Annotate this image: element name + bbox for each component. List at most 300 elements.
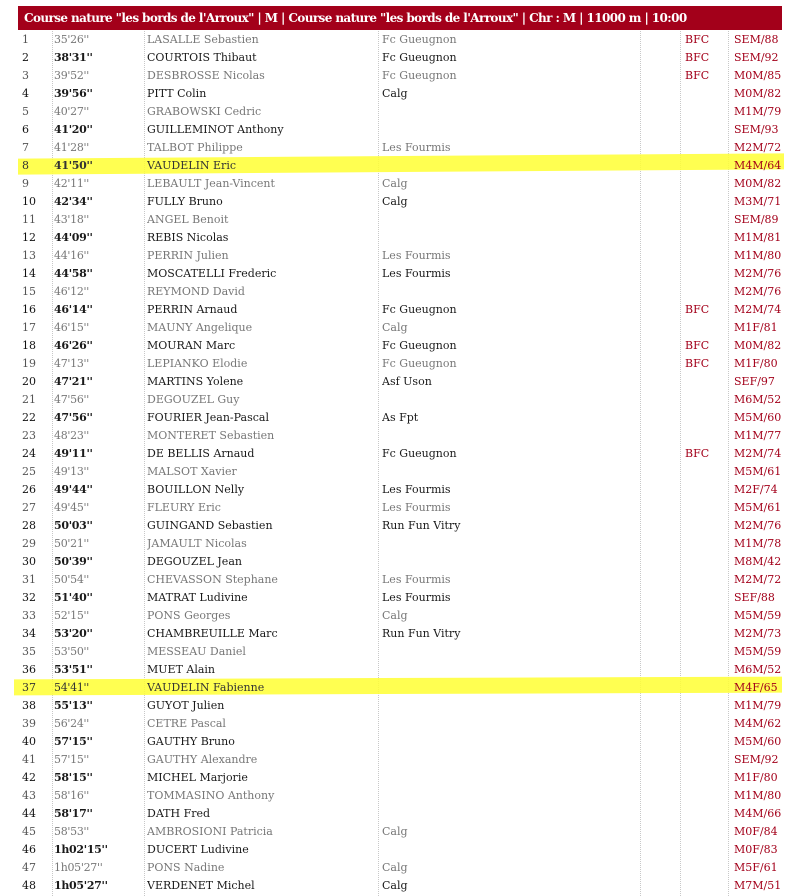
club-cell — [382, 805, 662, 823]
category-cell: M5M/60 — [734, 411, 782, 424]
table-row — [18, 31, 782, 49]
name-cell: MOURAN Marc — [147, 339, 236, 352]
name-cell: PONS Georges — [147, 609, 231, 622]
name-cell: MOSCATELLI Frederic — [147, 267, 277, 280]
name-cell: PITT Colin — [147, 87, 207, 100]
rank-cell: 2 — [22, 51, 29, 64]
name-cell: ANGEL Benoit — [147, 213, 229, 226]
table-row — [18, 229, 782, 247]
category-cell: SEM/89 — [734, 213, 779, 226]
name-cell: FOURIER Jean-Pascal — [147, 411, 269, 424]
name-cell: PERRIN Julien — [147, 249, 229, 262]
time-cell: 1h02'15'' — [54, 843, 108, 856]
category-cell: M1M/79 — [734, 105, 782, 118]
league-cell: BFC — [685, 51, 710, 64]
category-cell: M4M/66 — [734, 807, 782, 820]
time-cell: 46'26'' — [54, 339, 93, 352]
club-cell: Calg — [382, 825, 408, 838]
name-cell: DE BELLIS Arnaud — [147, 447, 255, 460]
category-cell: M5F/61 — [734, 861, 778, 874]
table-row — [18, 319, 782, 337]
rank-cell: 1 — [22, 33, 29, 46]
rank-cell: 21 — [22, 393, 36, 406]
rank-cell: 8 — [22, 159, 29, 172]
category-cell: SEF/97 — [734, 375, 775, 388]
table-row — [18, 301, 782, 319]
category-cell: M4F/65 — [734, 681, 778, 694]
name-cell: MALSOT Xavier — [147, 465, 237, 478]
time-cell: 58'17'' — [54, 807, 93, 820]
league-cell — [685, 211, 725, 229]
table-row — [18, 823, 782, 841]
time-cell: 47'56'' — [54, 411, 93, 424]
time-cell: 50'21'' — [54, 537, 89, 550]
category-cell: M2M/76 — [734, 267, 782, 280]
rank-cell: 25 — [22, 465, 36, 478]
table-row — [18, 283, 782, 301]
table-row — [18, 769, 782, 787]
league-cell — [685, 103, 725, 121]
category-cell: M1F/80 — [734, 771, 778, 784]
time-cell: 49'44'' — [54, 483, 93, 496]
category-cell: M2M/76 — [734, 285, 782, 298]
category-cell: SEM/92 — [734, 51, 779, 64]
league-cell — [685, 517, 725, 535]
rank-cell: 6 — [22, 123, 29, 136]
league-cell — [685, 805, 725, 823]
name-cell: MESSEAU Daniel — [147, 645, 246, 658]
category-cell: M5M/61 — [734, 501, 782, 514]
category-cell: M4M/64 — [734, 159, 782, 172]
table-row — [18, 103, 782, 121]
rank-cell: 26 — [22, 483, 36, 496]
table-row — [18, 733, 782, 751]
rank-cell: 18 — [22, 339, 36, 352]
time-cell: 46'14'' — [54, 303, 93, 316]
league-cell — [685, 193, 725, 211]
category-cell: M2M/76 — [734, 519, 782, 532]
rank-cell: 32 — [22, 591, 36, 604]
time-cell: 58'15'' — [54, 771, 93, 784]
table-row — [18, 85, 782, 103]
club-cell: Fc Gueugnon — [382, 69, 457, 82]
league-cell — [685, 751, 725, 769]
category-cell: M1F/80 — [734, 357, 778, 370]
table-row — [18, 445, 782, 463]
table-row — [18, 49, 782, 67]
club-cell: Run Fun Vitry — [382, 519, 461, 532]
table-row — [18, 787, 782, 805]
rank-cell: 16 — [22, 303, 36, 316]
table-row — [18, 751, 782, 769]
name-cell: FLEURY Eric — [147, 501, 221, 514]
time-cell: 1h05'27'' — [54, 879, 108, 892]
club-cell — [382, 715, 662, 733]
name-cell: MARTINS Yolene — [147, 375, 244, 388]
time-cell: 53'50'' — [54, 645, 89, 658]
league-cell — [685, 571, 725, 589]
category-cell: SEM/88 — [734, 33, 779, 46]
club-cell — [382, 733, 662, 751]
league-cell — [685, 427, 725, 445]
rank-cell: 44 — [22, 807, 36, 820]
name-cell: GAUTHY Bruno — [147, 735, 235, 748]
table-row — [18, 355, 782, 373]
league-cell — [685, 265, 725, 283]
club-cell — [382, 283, 662, 301]
name-cell: PERRIN Arnaud — [147, 303, 238, 316]
league-cell — [685, 373, 725, 391]
category-cell: M0F/84 — [734, 825, 778, 838]
league-cell — [685, 283, 725, 301]
club-cell: As Fpt — [382, 411, 419, 424]
category-cell: M0M/82 — [734, 339, 782, 352]
time-cell: 49'11'' — [54, 447, 93, 460]
category-cell: M6M/52 — [734, 393, 782, 406]
rank-cell: 15 — [22, 285, 36, 298]
table-row — [18, 211, 782, 229]
time-cell: 42'11'' — [54, 177, 89, 190]
time-cell: 52'15'' — [54, 609, 89, 622]
club-cell: Les Fourmis — [382, 591, 451, 604]
time-cell: 39'52'' — [54, 69, 89, 82]
table-row — [18, 859, 782, 877]
club-cell — [382, 661, 662, 679]
table-row — [18, 373, 782, 391]
category-cell: M2M/74 — [734, 303, 782, 316]
table-row — [18, 175, 782, 193]
club-cell: Calg — [382, 879, 408, 892]
name-cell: JAMAULT Nicolas — [147, 537, 247, 550]
club-cell — [382, 103, 662, 121]
time-cell: 44'09'' — [54, 231, 93, 244]
time-cell: 48'23'' — [54, 429, 89, 442]
league-cell: BFC — [685, 33, 710, 46]
time-cell: 38'31'' — [54, 51, 93, 64]
club-cell — [382, 553, 662, 571]
club-cell — [382, 841, 662, 859]
time-cell: 41'28'' — [54, 141, 89, 154]
club-cell — [382, 229, 662, 247]
rank-cell: 14 — [22, 267, 36, 280]
rank-cell: 46 — [22, 843, 36, 856]
rank-cell: 34 — [22, 627, 36, 640]
time-cell: 39'56'' — [54, 87, 93, 100]
name-cell: MONTERET Sebastien — [147, 429, 275, 442]
table-row — [18, 247, 782, 265]
league-cell — [685, 85, 725, 103]
league-cell — [685, 139, 725, 157]
rank-cell: 31 — [22, 573, 36, 586]
club-cell: Fc Gueugnon — [382, 303, 457, 316]
name-cell: LEBAULT Jean-Vincent — [147, 177, 275, 190]
name-cell: LASALLE Sebastien — [147, 33, 259, 46]
league-cell — [685, 319, 725, 337]
rank-cell: 35 — [22, 645, 36, 658]
club-cell: Les Fourmis — [382, 267, 451, 280]
time-cell: 50'03'' — [54, 519, 93, 532]
time-cell: 49'45'' — [54, 501, 89, 514]
club-cell: Calg — [382, 177, 408, 190]
club-cell: Calg — [382, 87, 408, 100]
table-row — [18, 391, 782, 409]
name-cell: DATH Fred — [147, 807, 211, 820]
rank-cell: 28 — [22, 519, 36, 532]
rank-cell: 29 — [22, 537, 36, 550]
name-cell: REYMOND David — [147, 285, 245, 298]
rank-cell: 38 — [22, 699, 36, 712]
league-cell — [685, 229, 725, 247]
club-cell — [382, 697, 662, 715]
rank-cell: 47 — [22, 861, 36, 874]
name-cell: DUCERT Ludivine — [147, 843, 249, 856]
club-cell: Calg — [382, 321, 408, 334]
rank-cell: 42 — [22, 771, 36, 784]
table-row — [18, 463, 782, 481]
rank-cell: 24 — [22, 447, 36, 460]
rank-cell: 36 — [22, 663, 36, 676]
category-cell: M5M/59 — [734, 609, 782, 622]
rank-cell: 45 — [22, 825, 36, 838]
name-cell: DEGOUZEL Guy — [147, 393, 240, 406]
league-cell — [685, 643, 725, 661]
name-cell: FULLY Bruno — [147, 195, 223, 208]
table-row — [18, 877, 782, 895]
rank-cell: 17 — [22, 321, 36, 334]
name-cell: GAUTHY Alexandre — [147, 753, 258, 766]
club-cell: Fc Gueugnon — [382, 33, 457, 46]
table-row — [18, 571, 782, 589]
time-cell: 40'27'' — [54, 105, 89, 118]
club-cell — [382, 787, 662, 805]
name-cell: GUYOT Julien — [147, 699, 225, 712]
time-cell: 50'39'' — [54, 555, 93, 568]
time-cell: 51'40'' — [54, 591, 93, 604]
time-cell: 43'18'' — [54, 213, 89, 226]
league-cell: BFC — [685, 447, 710, 460]
club-cell: Fc Gueugnon — [382, 447, 457, 460]
time-cell: 47'56'' — [54, 393, 89, 406]
league-cell — [685, 481, 725, 499]
rank-cell: 37 — [22, 681, 36, 694]
table-row — [18, 409, 782, 427]
league-cell — [685, 607, 725, 625]
category-cell: M5M/60 — [734, 735, 782, 748]
category-cell: M1M/81 — [734, 231, 782, 244]
league-cell — [685, 247, 725, 265]
time-cell: 58'16'' — [54, 789, 89, 802]
time-cell: 46'15'' — [54, 321, 89, 334]
league-cell — [685, 409, 725, 427]
time-cell: 57'15'' — [54, 735, 93, 748]
club-cell — [382, 157, 662, 175]
category-cell: M3M/71 — [734, 195, 782, 208]
category-cell: M5M/59 — [734, 645, 782, 658]
table-row — [18, 643, 782, 661]
league-cell: BFC — [685, 303, 710, 316]
league-cell — [685, 175, 725, 193]
time-cell: 35'26'' — [54, 33, 89, 46]
club-cell: Fc Gueugnon — [382, 339, 457, 352]
time-cell: 54'41'' — [54, 681, 89, 694]
club-cell: Les Fourmis — [382, 249, 451, 262]
category-cell: M5M/61 — [734, 465, 782, 478]
club-cell: Les Fourmis — [382, 501, 451, 514]
time-cell: 41'50'' — [54, 159, 93, 172]
category-cell: SEF/88 — [734, 591, 775, 604]
time-cell: 55'13'' — [54, 699, 93, 712]
league-cell: BFC — [685, 339, 710, 352]
category-cell: M1M/80 — [734, 789, 782, 802]
club-cell — [382, 211, 662, 229]
name-cell: MAUNY Angelique — [147, 321, 253, 334]
league-cell — [685, 715, 725, 733]
league-cell — [685, 787, 725, 805]
category-cell: M0M/82 — [734, 177, 782, 190]
category-cell: M1M/79 — [734, 699, 782, 712]
category-cell: M2F/74 — [734, 483, 778, 496]
name-cell: COURTOIS Thibaut — [147, 51, 257, 64]
table-row — [18, 193, 782, 211]
time-cell: 47'21'' — [54, 375, 93, 388]
category-cell: M0M/85 — [734, 69, 782, 82]
category-cell: M7M/51 — [734, 879, 782, 892]
category-cell: M1M/77 — [734, 429, 782, 442]
rank-cell: 39 — [22, 717, 36, 730]
league-cell — [685, 625, 725, 643]
club-cell: Les Fourmis — [382, 141, 451, 154]
table-row-highlighted — [18, 679, 782, 697]
league-cell — [685, 823, 725, 841]
club-cell — [382, 535, 662, 553]
table-row-highlighted — [18, 157, 782, 175]
league-cell — [685, 733, 725, 751]
table-row — [18, 481, 782, 499]
table-row — [18, 517, 782, 535]
league-cell — [685, 157, 725, 175]
name-cell: REBIS Nicolas — [147, 231, 229, 244]
club-cell — [382, 391, 662, 409]
name-cell: MUET Alain — [147, 663, 216, 676]
category-cell: M1M/78 — [734, 537, 782, 550]
club-cell: Les Fourmis — [382, 573, 451, 586]
club-cell — [382, 769, 662, 787]
rank-cell: 4 — [22, 87, 29, 100]
league-cell — [685, 499, 725, 517]
league-cell — [685, 697, 725, 715]
league-cell — [685, 841, 725, 859]
rank-cell: 22 — [22, 411, 36, 424]
name-cell: VERDENET Michel — [147, 879, 255, 892]
table-row — [18, 553, 782, 571]
club-cell — [382, 679, 662, 697]
name-cell: MATRAT Ludivine — [147, 591, 248, 604]
club-cell — [382, 427, 662, 445]
rank-cell: 13 — [22, 249, 36, 262]
league-cell — [685, 553, 725, 571]
club-cell: Calg — [382, 609, 408, 622]
time-cell: 44'16'' — [54, 249, 89, 262]
category-cell: SEM/93 — [734, 123, 779, 136]
table-row — [18, 265, 782, 283]
category-cell: M1F/81 — [734, 321, 778, 334]
table-row — [18, 805, 782, 823]
time-cell: 49'13'' — [54, 465, 89, 478]
rank-cell: 30 — [22, 555, 36, 568]
table-row — [18, 67, 782, 85]
name-cell: TALBOT Philippe — [147, 141, 243, 154]
rank-cell: 10 — [22, 195, 36, 208]
name-cell: CHEVASSON Stephane — [147, 573, 278, 586]
category-cell: M0F/83 — [734, 843, 778, 856]
table-row — [18, 337, 782, 355]
category-cell: M2M/72 — [734, 141, 782, 154]
table-row — [18, 661, 782, 679]
club-cell — [382, 121, 662, 139]
name-cell: GUILLEMINOT Anthony — [147, 123, 284, 136]
league-cell — [685, 535, 725, 553]
table-row — [18, 121, 782, 139]
time-cell: 44'58'' — [54, 267, 93, 280]
league-cell — [685, 121, 725, 139]
club-cell — [382, 643, 662, 661]
time-cell: 56'24'' — [54, 717, 89, 730]
category-cell: M2M/72 — [734, 573, 782, 586]
league-cell — [685, 877, 725, 895]
category-cell: M2M/73 — [734, 627, 782, 640]
rank-cell: 3 — [22, 69, 29, 82]
name-cell: LEPIANKO Elodie — [147, 357, 248, 370]
table-row — [18, 697, 782, 715]
rank-cell: 40 — [22, 735, 36, 748]
name-cell: GRABOWSKI Cedric — [147, 105, 262, 118]
club-cell — [382, 463, 662, 481]
table-row — [18, 139, 782, 157]
rank-cell: 48 — [22, 879, 36, 892]
category-cell: M0M/82 — [734, 87, 782, 100]
table-row — [18, 715, 782, 733]
table-row — [18, 427, 782, 445]
club-cell: Asf Uson — [382, 375, 432, 388]
league-cell — [685, 679, 725, 697]
results-table — [18, 31, 782, 895]
name-cell: PONS Nadine — [147, 861, 225, 874]
league-cell — [685, 463, 725, 481]
time-cell: 50'54'' — [54, 573, 89, 586]
table-row — [18, 841, 782, 859]
time-cell: 57'15'' — [54, 753, 89, 766]
time-cell: 46'12'' — [54, 285, 89, 298]
rank-cell: 5 — [22, 105, 29, 118]
rank-cell: 20 — [22, 375, 36, 388]
name-cell: GUINGAND Sebastien — [147, 519, 273, 532]
time-cell: 41'20'' — [54, 123, 93, 136]
time-cell: 53'20'' — [54, 627, 93, 640]
name-cell: TOMMASINO Anthony — [147, 789, 275, 802]
club-cell: Run Fun Vitry — [382, 627, 461, 640]
category-cell: M8M/42 — [734, 555, 782, 568]
name-cell: VAUDELIN Eric — [147, 159, 236, 172]
table-row — [18, 499, 782, 517]
league-cell: BFC — [685, 357, 710, 370]
name-cell: MICHEL Marjorie — [147, 771, 248, 784]
table-row — [18, 589, 782, 607]
rank-cell: 9 — [22, 177, 29, 190]
category-cell: M2M/74 — [734, 447, 782, 460]
rank-cell: 19 — [22, 357, 36, 370]
category-cell: SEM/92 — [734, 753, 779, 766]
league-cell — [685, 391, 725, 409]
